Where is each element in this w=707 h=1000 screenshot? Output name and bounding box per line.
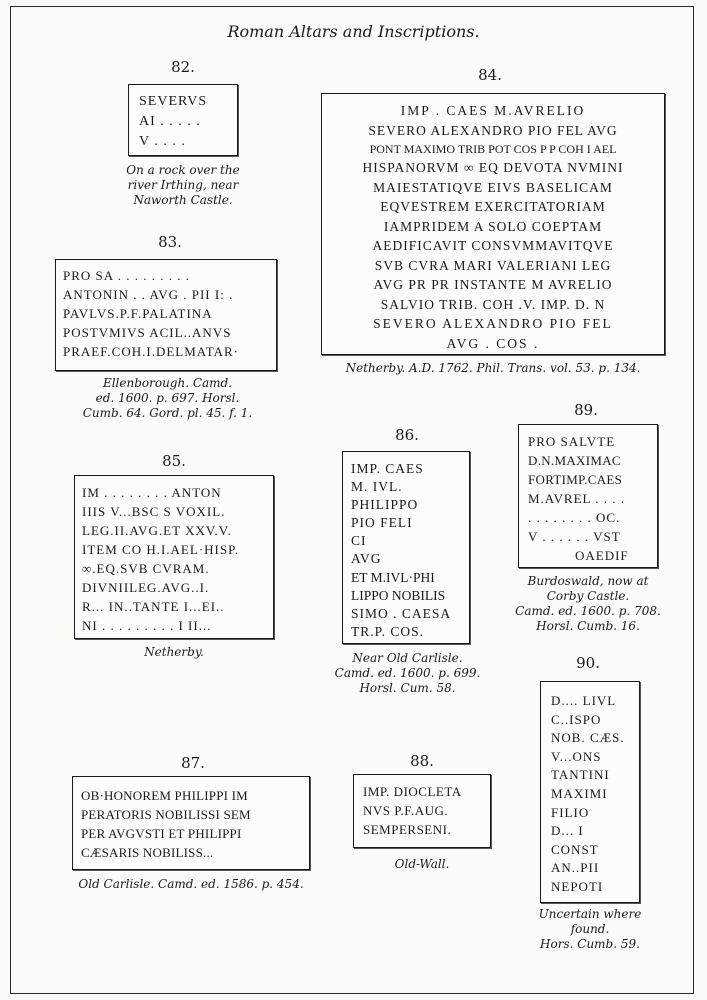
inscription-line: D... I <box>551 823 584 839</box>
caption-line: Uncertain where <box>538 907 642 921</box>
inscription-line: . . . . . . . . OC. <box>528 510 621 525</box>
inscription-89-number: 89. <box>574 401 598 419</box>
page-title: Roman Altars and Inscriptions. <box>227 22 480 41</box>
inscription-line: AN..PII <box>551 860 600 876</box>
inscription-line: CÆSARIS NOBILISS... <box>81 845 214 860</box>
inscription-line: NVS P.F.AUG. <box>363 803 449 818</box>
inscription-83-caption <box>60 376 275 421</box>
inscription-line: CI <box>351 533 367 549</box>
inscription-line: OB·HONOREM PHILIPPI IM <box>81 788 248 803</box>
inscription-line: TR.P. COS. <box>351 623 425 639</box>
inscription-line: PER AVGVSTI ET PHILIPPI <box>81 826 242 841</box>
inscription-line: D.N.MAXIMAC <box>528 453 621 468</box>
inscription-line: POSTVMIVS ACIL..ANVS <box>63 325 232 340</box>
inscription-line: NOB. CÆS. <box>551 730 625 746</box>
caption-line: river Irthing, near <box>127 178 239 192</box>
inscription-86-number: 86. <box>395 426 419 444</box>
inscription-line: SEMPERSENI. <box>363 822 452 837</box>
inscription-line: IMP . CAES M.AVRELIO <box>400 103 586 118</box>
inscription-line: TANTINI <box>551 767 610 783</box>
inscription-line: PERATORIS NOBILISSI SEM <box>81 807 251 822</box>
inscription-88-box <box>353 774 491 848</box>
caption-line: Corby Castle. <box>546 589 630 603</box>
inscription-line: HISPANORVM ∞ EQ DEVOTA NVMINI <box>362 160 624 175</box>
caption-line: Horsl. Cumb. 16. <box>536 619 640 633</box>
inscription-line: IIIS V...BSC S VOXIL. <box>82 504 226 519</box>
caption-line: Camd. ed. 1600. p. 699. <box>334 666 481 680</box>
inscription-line: IMP. CAES <box>351 461 424 476</box>
inscription-line: V...ONS <box>551 748 602 764</box>
inscription-line: M. IVL. <box>351 479 403 495</box>
inscription-line: V . . . . <box>139 134 186 149</box>
inscription-line: SEVERO ALEXANDRO PIO FEL AVG <box>368 122 618 138</box>
inscription-line: ∞.EQ.SVB CVRAM. <box>82 561 210 576</box>
inscription-line: AI . . . . . <box>139 114 201 129</box>
inscription-line: OAEDIF <box>575 548 629 563</box>
caption-line: Hors. Cumb. 59. <box>540 937 640 951</box>
inscription-line: AEDIFICAVIT CONSVMMAVITQVE <box>372 238 614 253</box>
inscription-line: PRO SA . . . . . . . . . <box>63 268 190 283</box>
inscription-90-caption <box>520 907 660 952</box>
inscription-line: NEPOTI <box>551 878 604 894</box>
inscription-line: MAIESTATIQVE EIVS BASELICAM <box>373 179 613 195</box>
caption-line: Naworth Castle. <box>133 193 233 207</box>
caption-line: found. <box>570 922 610 936</box>
inscription-82-box <box>128 84 238 156</box>
inscription-85-caption <box>74 645 274 660</box>
inscription-line: PRAEF.COH.I.DELMATAR· <box>63 344 240 359</box>
inscription-line: LEG.II.AVG.ET XXV.V. <box>82 523 232 538</box>
inscription-line: EQVESTREM EXERCITATORIAM <box>380 199 606 214</box>
inscription-82-number: 82. <box>171 58 195 76</box>
inscription-line: DIVNIILEG.AVG..I. <box>82 580 210 595</box>
inscription-84-box <box>321 93 665 355</box>
inscription-line: IMP. DIOCLETA <box>363 784 462 799</box>
inscription-line: PONT MAXIMO TRIB POT COS P P COH I AEL <box>369 142 617 156</box>
inscription-line: LIPPO NOBILIS <box>351 587 446 603</box>
inscription-86-caption <box>330 651 485 696</box>
caption-line: Horsl. Cum. 58. <box>359 681 456 695</box>
inscription-line: FILIO <box>551 804 590 820</box>
inscription-line: PHILIPPO <box>351 497 419 513</box>
inscription-90-box <box>540 681 640 903</box>
inscription-89-box <box>518 424 658 568</box>
inscription-87-caption <box>66 877 316 892</box>
inscription-line: ET M.IVL·PHI <box>351 569 435 585</box>
inscription-88-number: 88. <box>410 752 434 770</box>
inscription-89-caption <box>505 574 671 634</box>
inscription-90-number: 90. <box>576 654 600 672</box>
caption-line: Cumb. 64. Gord. pl. 45. f. 1. <box>82 406 253 420</box>
inscription-line: R... IN..TANTE I...EI.. <box>82 599 225 614</box>
inscription-82-caption <box>118 163 248 208</box>
caption-line: Burdoswald, now at <box>527 574 649 588</box>
inscription-line: SEVERO ALEXANDRO PIO FEL <box>373 316 613 331</box>
caption-line: Old Carlisle. Camd. ed. 1586. p. 454. <box>78 877 304 891</box>
caption-line: Netherby. <box>144 645 204 659</box>
inscription-line: PRO SALVTE <box>528 434 616 449</box>
inscription-84-number: 84. <box>478 66 502 84</box>
inscription-line: IAMPRIDEM A SOLO COEPTAM <box>383 218 603 234</box>
inscription-87-box <box>72 776 310 870</box>
inscription-line: AVG <box>351 551 382 567</box>
inscription-line: FORTIMP.CAES <box>528 472 623 487</box>
inscription-line: NI . . . . . . . . . I II... <box>82 618 212 633</box>
inscription-line: PIO FELI <box>351 515 413 531</box>
inscription-line: D.... LIVL <box>551 693 617 708</box>
inscription-line: IM . . . . . . . . ANTON <box>82 485 222 500</box>
inscription-line: MAXIMI <box>551 785 608 801</box>
inscription-83-box <box>55 259 277 371</box>
inscription-line: SVB CVRA MARI VALERIANI LEG <box>374 257 612 273</box>
inscription-line: ANTONIN . . AVG . PII I: . <box>63 287 234 302</box>
inscription-line: ITEM CO H.I.AEL·HISP. <box>82 542 240 557</box>
inscription-line: C..ISPO <box>551 711 602 727</box>
inscription-line: SEVERVS <box>139 94 208 109</box>
inscription-line: AVG . COS . <box>446 335 540 351</box>
inscription-line: CONST <box>551 841 599 857</box>
inscription-85-box <box>74 475 274 639</box>
inscription-line: SIMO . CAESA <box>351 605 452 621</box>
inscription-line: V . . . . . . VST <box>528 529 621 544</box>
inscription-87-number: 87. <box>181 754 205 772</box>
inscription-line: PAVLVS.P.F.PALATINA <box>63 306 213 321</box>
inscription-line: M.AVREL . . . . <box>528 491 625 506</box>
inscription-line: AVG PR PR INSTANTE M AVRELIO <box>373 277 613 292</box>
inscription-85-number: 85. <box>162 452 186 470</box>
inscription-86-box <box>342 451 470 644</box>
inscription-88-caption <box>353 857 491 872</box>
caption-line: On a rock over the <box>126 163 240 177</box>
inscription-line: SALVIO TRIB. COH .V. IMP. D. N <box>380 296 606 312</box>
caption-line: Old-Wall. <box>394 857 450 871</box>
caption-line: Camd. ed. 1600. p. 708. <box>515 604 661 618</box>
caption-line: Ellenborough. Camd. <box>102 376 233 390</box>
inscription-83-number: 83. <box>158 233 182 251</box>
caption-line: ed. 1600. p. 697. Horsl. <box>95 391 240 405</box>
caption-line: Netherby. A.D. 1762. Phil. Trans. vol. 53. p. 134. <box>345 361 641 375</box>
caption-line: Near Old Carlisle. <box>352 651 463 665</box>
inscription-84-caption <box>321 361 665 376</box>
